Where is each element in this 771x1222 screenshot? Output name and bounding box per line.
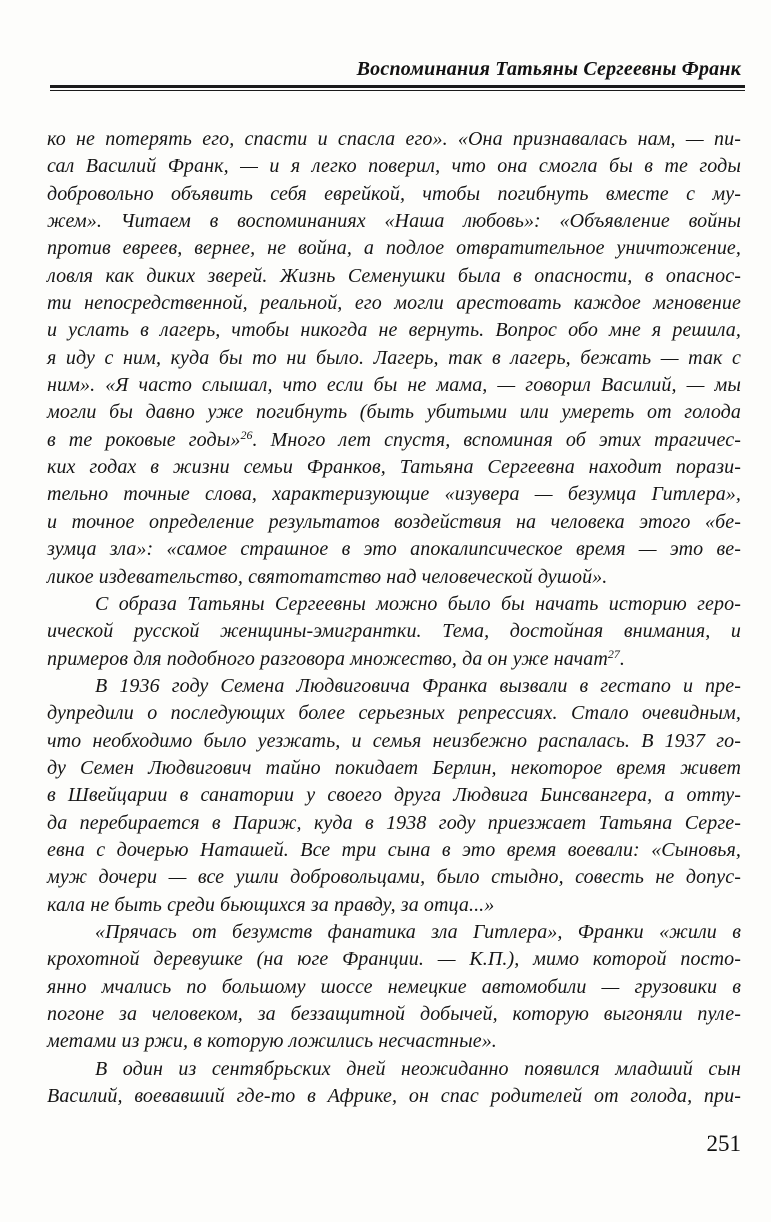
text-line: в те роковые годы»$^{26}$. Много лет спустя, вспоминая об этих трагичес-	[47, 427, 741, 451]
text-line: метами из ржи, в которую ложились несчастные».	[47, 1030, 497, 1053]
text-line: муж дочери — все ушли добровольцами, было стыдно, совесть не допус-	[47, 866, 741, 889]
text-line: ним». «Я часто слышал, что если бы не мама, — говорил Василий, — мы	[47, 374, 741, 397]
text-line: ловля как диких зверей. Жизнь Семенушки была в опасности, в опаснос-	[47, 264, 741, 287]
running-header: Воспоминания Татьяны Сергеевны Франк	[356, 58, 741, 80]
text-line: ко не потерять его, спасти и спасла его». «Она признавалась нам, — пи-	[47, 128, 741, 150]
text-line: сал Василий Франк, — и я легко поверил, что она смогла бы в те годы	[47, 155, 741, 178]
text-line: я иду с ним, куда бы то ни было. Лагерь, так в лагерь, бежать — так с	[47, 346, 741, 369]
text-line: кала не быть среди бьющихся за правду, за отца...»	[47, 893, 495, 916]
text-line: в Швейцарии в санатории у своего друга Людвига Бинсвангера, а отту-	[47, 784, 741, 807]
text-line: ической русской женщины-эмигрантки. Тема, достойная внимания, и	[47, 620, 741, 643]
text-line: тельно точные слова, характеризующие «изувера — безумца Гитлера»,	[47, 483, 741, 506]
page-number: 251	[706, 1131, 741, 1156]
text-line: ликое издевательство, святотатство над человеческой душой».	[47, 565, 608, 588]
text-line: и услать в лагерь, чтобы никогда не вернуть. Вопрос обо мне я решила,	[47, 319, 741, 342]
text-line: против евреев, вернее, не война, а подлое отвратительное уничтожение,	[47, 237, 741, 260]
text-line: янно мчались по большому шоссе немецкие автомобили — грузовики в	[47, 975, 741, 998]
footnote-ref: 27	[607, 646, 620, 661]
paragraph	[47, 126, 741, 591]
text-line: ти непосредственной, реальной, его могли арестовать каждое мгновение	[47, 292, 741, 315]
page-body	[47, 126, 741, 1110]
text-line: дупредили о последующих более серьезных репрессиях. Стало очевидным,	[47, 702, 741, 725]
text-line: В один из сентябрьских дней неожиданно появился младший сын	[95, 1057, 741, 1080]
text-line: погоне за человеком, за беззащитной добычей, которую выгоняли пуле-	[47, 1003, 741, 1025]
text-line: могли бы давно уже погибнуть (быть убитыми или умереть от голода	[47, 401, 741, 424]
text-line: Василий, воевавший где-то в Африке, он спас родителей от голода, при-	[47, 1085, 741, 1108]
text-line: ду Семен Людвигович тайно покидает Берлин, некоторое время живет	[47, 756, 741, 779]
text-line: крохотной деревушке (на юге Франции. — К.П.), мимо которой посто-	[47, 948, 741, 971]
paragraph	[47, 1056, 741, 1111]
paragraph	[47, 919, 741, 1056]
text-line: примеров для подобного разговора множество, да он уже начат$^{27}$.	[47, 646, 626, 670]
text-line: жем». Читаем в воспоминаниях «Наша любовь»: «Объявление войны	[47, 210, 741, 233]
text-line: В 1936 году Семена Людвиговича Франка вызвали в гестапо и пре-	[95, 674, 741, 697]
text-line: зумца зла»: «самое страшное в это апокалипсическое время — это ве-	[47, 538, 741, 561]
footnote-ref: 26	[240, 427, 253, 442]
paragraph	[47, 673, 741, 919]
paragraph	[47, 591, 741, 673]
text-line: добровольно объявить себя еврейкой, чтобы погибнуть вместе с му-	[47, 182, 741, 205]
text-line: и точное определение результатов воздействия на человека этого «бе-	[47, 510, 741, 533]
text-line: евна с дочерью Наташей. Все три сына в это время воевали: «Сыновья,	[47, 838, 741, 861]
text-line: «Прячась от безумств фанатика зла Гитлера», Франки «жили в	[95, 920, 741, 943]
text-line: да перебирается в Париж, куда в 1938 году приезжает Татьяна Серге-	[47, 811, 741, 834]
text-line: С образа Татьяны Сергеевны можно было бы начать историю геро-	[95, 592, 741, 615]
header-divider-rule	[50, 85, 745, 91]
text-line: что необходимо было уезжать, и семья неизбежно распалась. В 1937 го-	[47, 729, 741, 752]
text-line: ких годах в жизни семьи Франков, Татьяна Сергеевна находит порази-	[47, 456, 741, 479]
